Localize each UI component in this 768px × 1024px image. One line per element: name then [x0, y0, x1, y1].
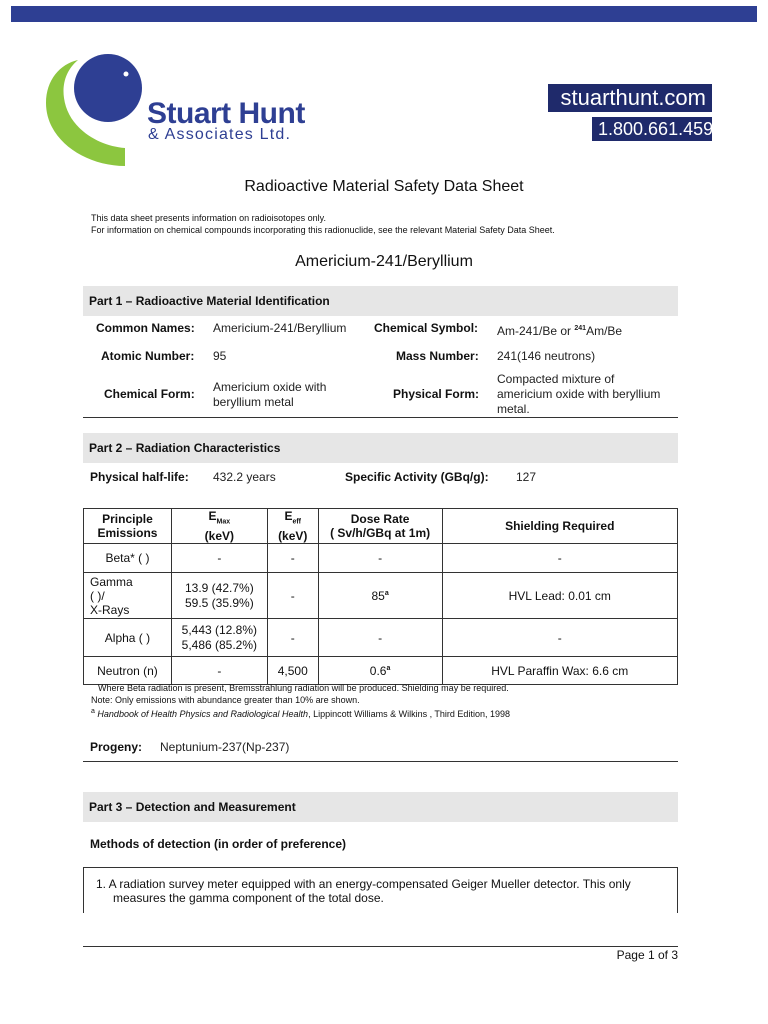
method-item: [96, 877, 666, 905]
header-emissions: Principle Emissions: [84, 509, 172, 544]
emission-name: Gamma ( )/ X-Rays: [84, 573, 172, 619]
physical-form-label: Physical Form:: [393, 387, 480, 401]
method-line: 1. A radiation survey meter equipped with an energy-compensated Geiger Mueller detector. This only: [96, 877, 631, 891]
part2-heading: Part 2 – Radiation Characteristics: [83, 433, 678, 463]
table-row: [84, 619, 678, 657]
phone-badge: 1.800.661.4591: [592, 117, 712, 141]
methods-label: Methods of detection (in order of preference): [90, 837, 347, 851]
header-eeff: $E_{eff}$ (keV): [267, 509, 318, 544]
common-names-label: Common Names:: [96, 321, 195, 335]
divider: [83, 761, 678, 762]
emission-name: Alpha ( ): [84, 619, 172, 657]
emax-cell: -: [171, 657, 267, 685]
reference-note: $^a$ Handbook of Health Physics and Radiological Health, Lippincott Williams & Wilkins , Third Edition, 1998: [91, 708, 510, 719]
chemical-form-label: Chemical Form:: [104, 387, 195, 401]
dose-cell: -: [318, 544, 442, 573]
dose-cell: -: [318, 619, 442, 657]
company-logo-icon: [40, 48, 160, 168]
chemical-symbol-label: Chemical Symbol:: [374, 321, 479, 335]
emission-name: Beta* ( ): [84, 544, 172, 573]
specific-activity-value: 127: [516, 470, 537, 484]
page-number: Page 1 of 3: [616, 948, 678, 962]
emax-cell: -: [171, 544, 267, 573]
dose-cell: 0.6$^a$: [318, 657, 442, 685]
header-dose-rate: Dose Rate ( Sv/h/GBq at 1m): [318, 509, 442, 544]
table-row: [84, 544, 678, 573]
table-row: [84, 657, 678, 685]
emission-name: Neutron (n): [84, 657, 172, 685]
emissions-table: [83, 508, 678, 685]
part3-heading: Part 3 – Detection and Measurement: [83, 792, 678, 822]
specific-activity-label: Specific Activity (GBq/g):: [345, 470, 489, 484]
shield-cell: HVL Lead: 0.01 cm: [442, 573, 678, 619]
shield-cell: -: [442, 544, 678, 573]
isotope-title: Americium-241/Beryllium: [295, 253, 473, 270]
progeny-label: Progeny:: [90, 740, 143, 754]
eeff-cell: -: [267, 619, 318, 657]
mass-number-label: Mass Number:: [396, 349, 479, 363]
shield-cell: -: [442, 619, 678, 657]
atomic-number-value: 95: [213, 349, 227, 363]
divider: [83, 417, 678, 418]
brand-subtitle: & Associates Ltd.: [148, 126, 292, 143]
intro-line: For information on chemical compounds incorporating this radionuclide, see the relevant Material Safety Data Sheet.: [91, 225, 555, 235]
method-line: measures the gamma component of the total dose.: [113, 891, 384, 905]
table-row: [84, 573, 678, 619]
intro-text: [91, 212, 555, 236]
chemical-form-value: Americium oxide with beryllium metal: [213, 380, 327, 409]
header-shielding: Shielding Required: [442, 509, 678, 544]
top-banner: [11, 6, 757, 22]
document-title: Radioactive Material Safety Data Sheet: [244, 178, 524, 195]
physical-form-value: Compacted mixture of americium oxide with beryllium metal.: [497, 372, 661, 416]
emax-cell: 5,443 (12.8%) 5,486 (85.2%): [171, 619, 267, 657]
common-names-value: Americium-241/Beryllium: [213, 321, 347, 335]
brand-name: Stuart Hunt: [147, 97, 305, 130]
header-emax: $E_{Max}$ (keV): [171, 509, 267, 544]
atomic-number-label: Atomic Number:: [101, 349, 195, 363]
emax-cell: 13.9 (42.7%) 59.5 (35.9%): [171, 573, 267, 619]
abundance-note: Note: Only emissions with abundance greater than 10% are shown.: [91, 695, 360, 705]
mass-number-value: 241(146 neutrons): [497, 349, 596, 363]
part1-heading: Part 1 – Radioactive Material Identification: [83, 286, 678, 316]
footer-divider: [83, 946, 678, 947]
progeny-value: Neptunium-237(Np-237): [160, 740, 290, 754]
eeff-cell: 4,500: [267, 657, 318, 685]
bremsstrahlung-note: Where Beta radiation is present, Bremsstrahlung radiation will be produced. Shielding may be required.: [98, 683, 509, 693]
chemical-symbol-value: Am-241/Be or $^{241}$Am/Be: [497, 324, 623, 338]
table-header-row: [84, 509, 678, 544]
website-badge[interactable]: stuarthunt.com: [548, 84, 712, 112]
intro-line: This data sheet presents information on radioisotopes only.: [91, 213, 326, 223]
shield-cell: HVL Paraffin Wax: 6.6 cm: [442, 657, 678, 685]
eeff-cell: -: [267, 544, 318, 573]
half-life-label: Physical half-life:: [90, 470, 189, 484]
dose-cell: 85$^a$: [318, 573, 442, 619]
half-life-value: 432.2 years: [213, 470, 276, 484]
eeff-cell: -: [267, 573, 318, 619]
